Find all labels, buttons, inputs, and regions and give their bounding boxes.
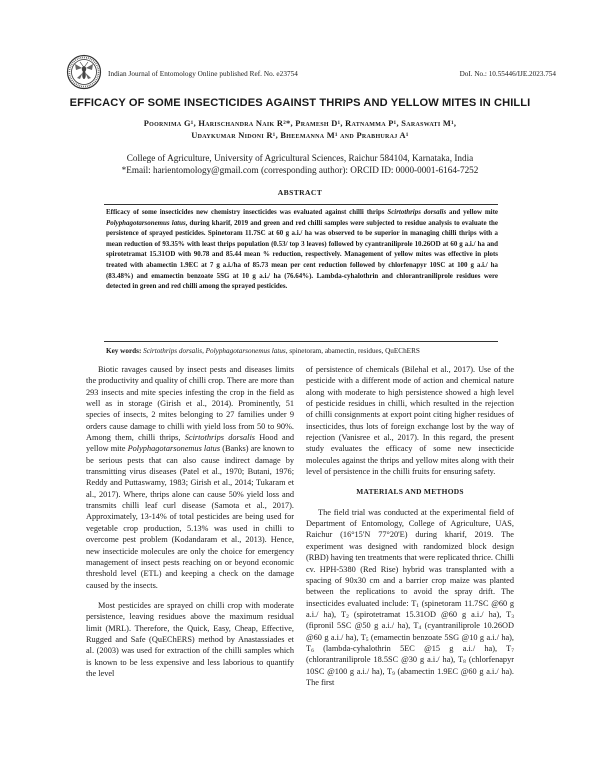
methods-text-7: (lambda-cyhalothrin 5EC @15 g a.i./ ha), T xyxy=(313,643,512,653)
keyword-rest: , spinetoram, abamectin, residues, QuEChERS xyxy=(285,347,420,355)
t-sub-7: 7 xyxy=(511,647,514,654)
methods-text-5: (cyantraniliprole 10.26OD @60 g a.i./ ha), T xyxy=(306,621,514,642)
abstract-species-1: Scirtothrips dorsalis xyxy=(387,208,447,216)
methods-text-1: The field trial was conducted at the experimental field of Department of Entomology, College of Agriculture, UAS, Raichur (16°15'N 77°20'E) during kharif, 2019. The experiment was designed with randomized block design (RBD) having ten treatments that were replicated thrice. Chilli cv. HPH-5380 (Red Rise) hybrid was transplanted with a spacing of 90x30 cm and a barrier crop maize was planted between the replications to avoid the spray drift. The insecticides evaluated include: T xyxy=(306,507,514,608)
author-line-2: Udaykumar Nidoni R¹, Bheemanna M¹ and Prabhuraj A¹ xyxy=(191,131,409,141)
intro-paragraph-1 xyxy=(86,364,294,591)
abstract-heading: ABSTRACT xyxy=(277,188,323,197)
t-sub-8: 8 xyxy=(463,659,466,666)
left-column xyxy=(86,364,294,679)
intro-paragraph-2: Most pesticides are sprayed on chilli crop with moderate persistence, leaving residues above the maximum residual limit (MRL). Therefore, the Quick, Easy, Cheap, Effective, Rugged and Safe (QuEChERS) method by Anastassiades et al. (2003) was used for extraction of the chilli samples which is known to be less expensive and less laborious to quantify the level xyxy=(86,600,294,678)
doi-header: DoI. No.: 10.55446/IJE.2023.754 xyxy=(459,70,556,78)
keyword-sep: , xyxy=(202,347,206,355)
t-sub-5: 5 xyxy=(365,636,369,643)
abstract-species-2: Polyphagotarsonemus latus xyxy=(106,218,186,227)
intro-species-1: Scirtothrips dorsalis xyxy=(184,433,255,443)
paragraph-gap xyxy=(86,591,294,600)
paper-title: EFFICACY OF SOME INSECTICIDES AGAINST THRIPS AND YELLOW MITES IN CHILLI xyxy=(69,97,531,109)
intro-text-3: (Banks) are known to be serious pests that can also cause indirect damage by transmitting virus diseases (Patel et al., 1970; Butani, 1976; Reddy and Puttaswamy, 1983; Girish et al., 2014; Tukaram et al., 2017). Where, thrips alone can cause 50% yield loss and transmits chilli leaf curl disease (Samota et al., 2017). Approximately, 13-14% of total pesticides are being used for vegetable crop production, 5.13% was used in chilli to overcome pest problem (Kodandaram et al., 2013). Hence, new insecticide molecules are only the choice for emergency management of insect pests reaching on or beyond economic threshold level (ETL) and keeping a check on the damage caused by the insects. xyxy=(86,444,294,590)
journal-header: Indian Journal of Entomology Online published Ref. No. e23754 xyxy=(108,70,298,78)
methods-paragraph xyxy=(306,507,514,689)
methods-text-10: (abamectin 1.9EC @60 g a.i./ ha). The first xyxy=(306,666,514,687)
t-sub-9: 9 xyxy=(392,670,395,677)
abstract-bottom-rule xyxy=(104,341,498,342)
t-sub-6: 6 xyxy=(311,647,314,654)
right-column xyxy=(306,364,514,688)
keyword-species-1: Scirtothrips dorsalis xyxy=(143,347,203,355)
abstract-text-1: Efficacy of some insecticides new chemistry insecticides was evaluated against chilli thrips xyxy=(106,208,388,216)
abstract-body xyxy=(106,207,498,292)
methods-text-4: (fipronil 5SC @50 g a.i./ ha), T xyxy=(306,621,419,631)
corresponding-email: *Email: harientomology@gmail.com (corresponding author): ORCID ID: 0000-0001-6164-7252 xyxy=(121,165,479,176)
methods-text-2: (spinetoram 11.7SC @60 g a.i./ ha), T xyxy=(306,598,514,619)
author-line-1: Poornima G¹, Harischandra Naik R²*, Pramesh D¹, Ratnamma P¹, Saraswati M¹, xyxy=(143,119,457,128)
abstract-top-rule xyxy=(104,204,498,205)
section-heading: MATERIALS AND METHODS xyxy=(356,487,464,497)
methods-text-6: (emamectin benzoate 5SG @10 g a.i./ ha), T xyxy=(306,632,514,653)
t-sub-4: 4 xyxy=(418,625,422,632)
keywords-label: Key words: xyxy=(106,347,142,355)
keywords xyxy=(106,347,420,355)
intro-text-2: Hood and yellow mite xyxy=(86,433,294,454)
t-sub-1: 1 xyxy=(416,602,420,609)
intro-paragraph-3: of persistence of chemicals (Bilehal et al., 2017). Use of the pesticide with a different mode of action and chemical nature along with moderate to high persistence showed a high level of pesticide residues in chilli, which resulted in the rejection of chilli consignments at export point citing higher residues of insecticides, thus lots of foreign exchange lost by the way of rejection (Vanisree et al., 2017). In this regard, the present study evaluates the efficacy of some new insecticide molecules against the thrips and yellow mites along with their level of persistence in the chilli fruits for ensuring safety. xyxy=(306,365,514,477)
keyword-species-2: Polyphagotarsonemus latus xyxy=(205,347,286,355)
affiliation-line: College of Agriculture, University of Agricultural Sciences, Raichur 584104, Karnataka, India xyxy=(126,153,474,163)
methods-text-3: (spirotetramat 15.31OD @60 g a.i./ ha), T xyxy=(348,609,512,619)
journal-seal-icon xyxy=(66,54,102,90)
abstract-text-3: , during kharif, 2019 and green and red chilli samples were subjected to residue analysis to evaluate the persistence of sprayed pesticides. Spinetoram 11.7SC at 60 g a.i./ ha was observed to be superior in managing chilli thrips with a mean reduction of 93.35% with least thrips population (0.53/ top 3 leaves) followed by cyantraniliprole 10.26OD at 60 g a.i./ ha and spirotetramat 15.31OD with 90.78 and 85.44 mean % reduction, respectively. Management of yellow mites was effective in plots treated with abamectin 1.9EC at 7 g a.i./ha of 85.73 mean per cent reduction followed by chlorfenapyr 10SC at 100 g a.i./ ha (83.48%) and emamectin benzoate 5SG at 10 g a.i./ ha (76.64%). Lambda-cyhalothrin and chlorantraniliprole residues were detected in green and red chilli among the sprayed pesticides. xyxy=(106,218,498,291)
abstract-text-2: and yellow mite xyxy=(446,208,498,216)
methods-text-9: (chlorfenapyr 10SC @100 g a.i./ ha), T xyxy=(306,655,514,676)
t-sub-3: 3 xyxy=(511,613,514,620)
intro-species-2: Polyphagotarsonemus latus xyxy=(127,444,221,454)
affiliation xyxy=(40,152,560,177)
t-sub-2: 2 xyxy=(346,613,349,620)
methods-text-8: (chlorantraniliprole 18.5SC @30 g a.i./ ha), T xyxy=(306,655,464,665)
intro-text-1: Biotic ravages caused by insect pests and diseases limits the productivity and quality of chilli crop. There are more than 293 insects and mite species infesting the crop in the field as well as in storage (Girish et al., 2014). Prominently, 51 species of insects, 2 mites belonging to 27 families under 9 orders cause damage to chilli with yield loss from 50 to 90%. Among them, chilli thrips, xyxy=(86,365,294,443)
author-list xyxy=(60,118,540,143)
